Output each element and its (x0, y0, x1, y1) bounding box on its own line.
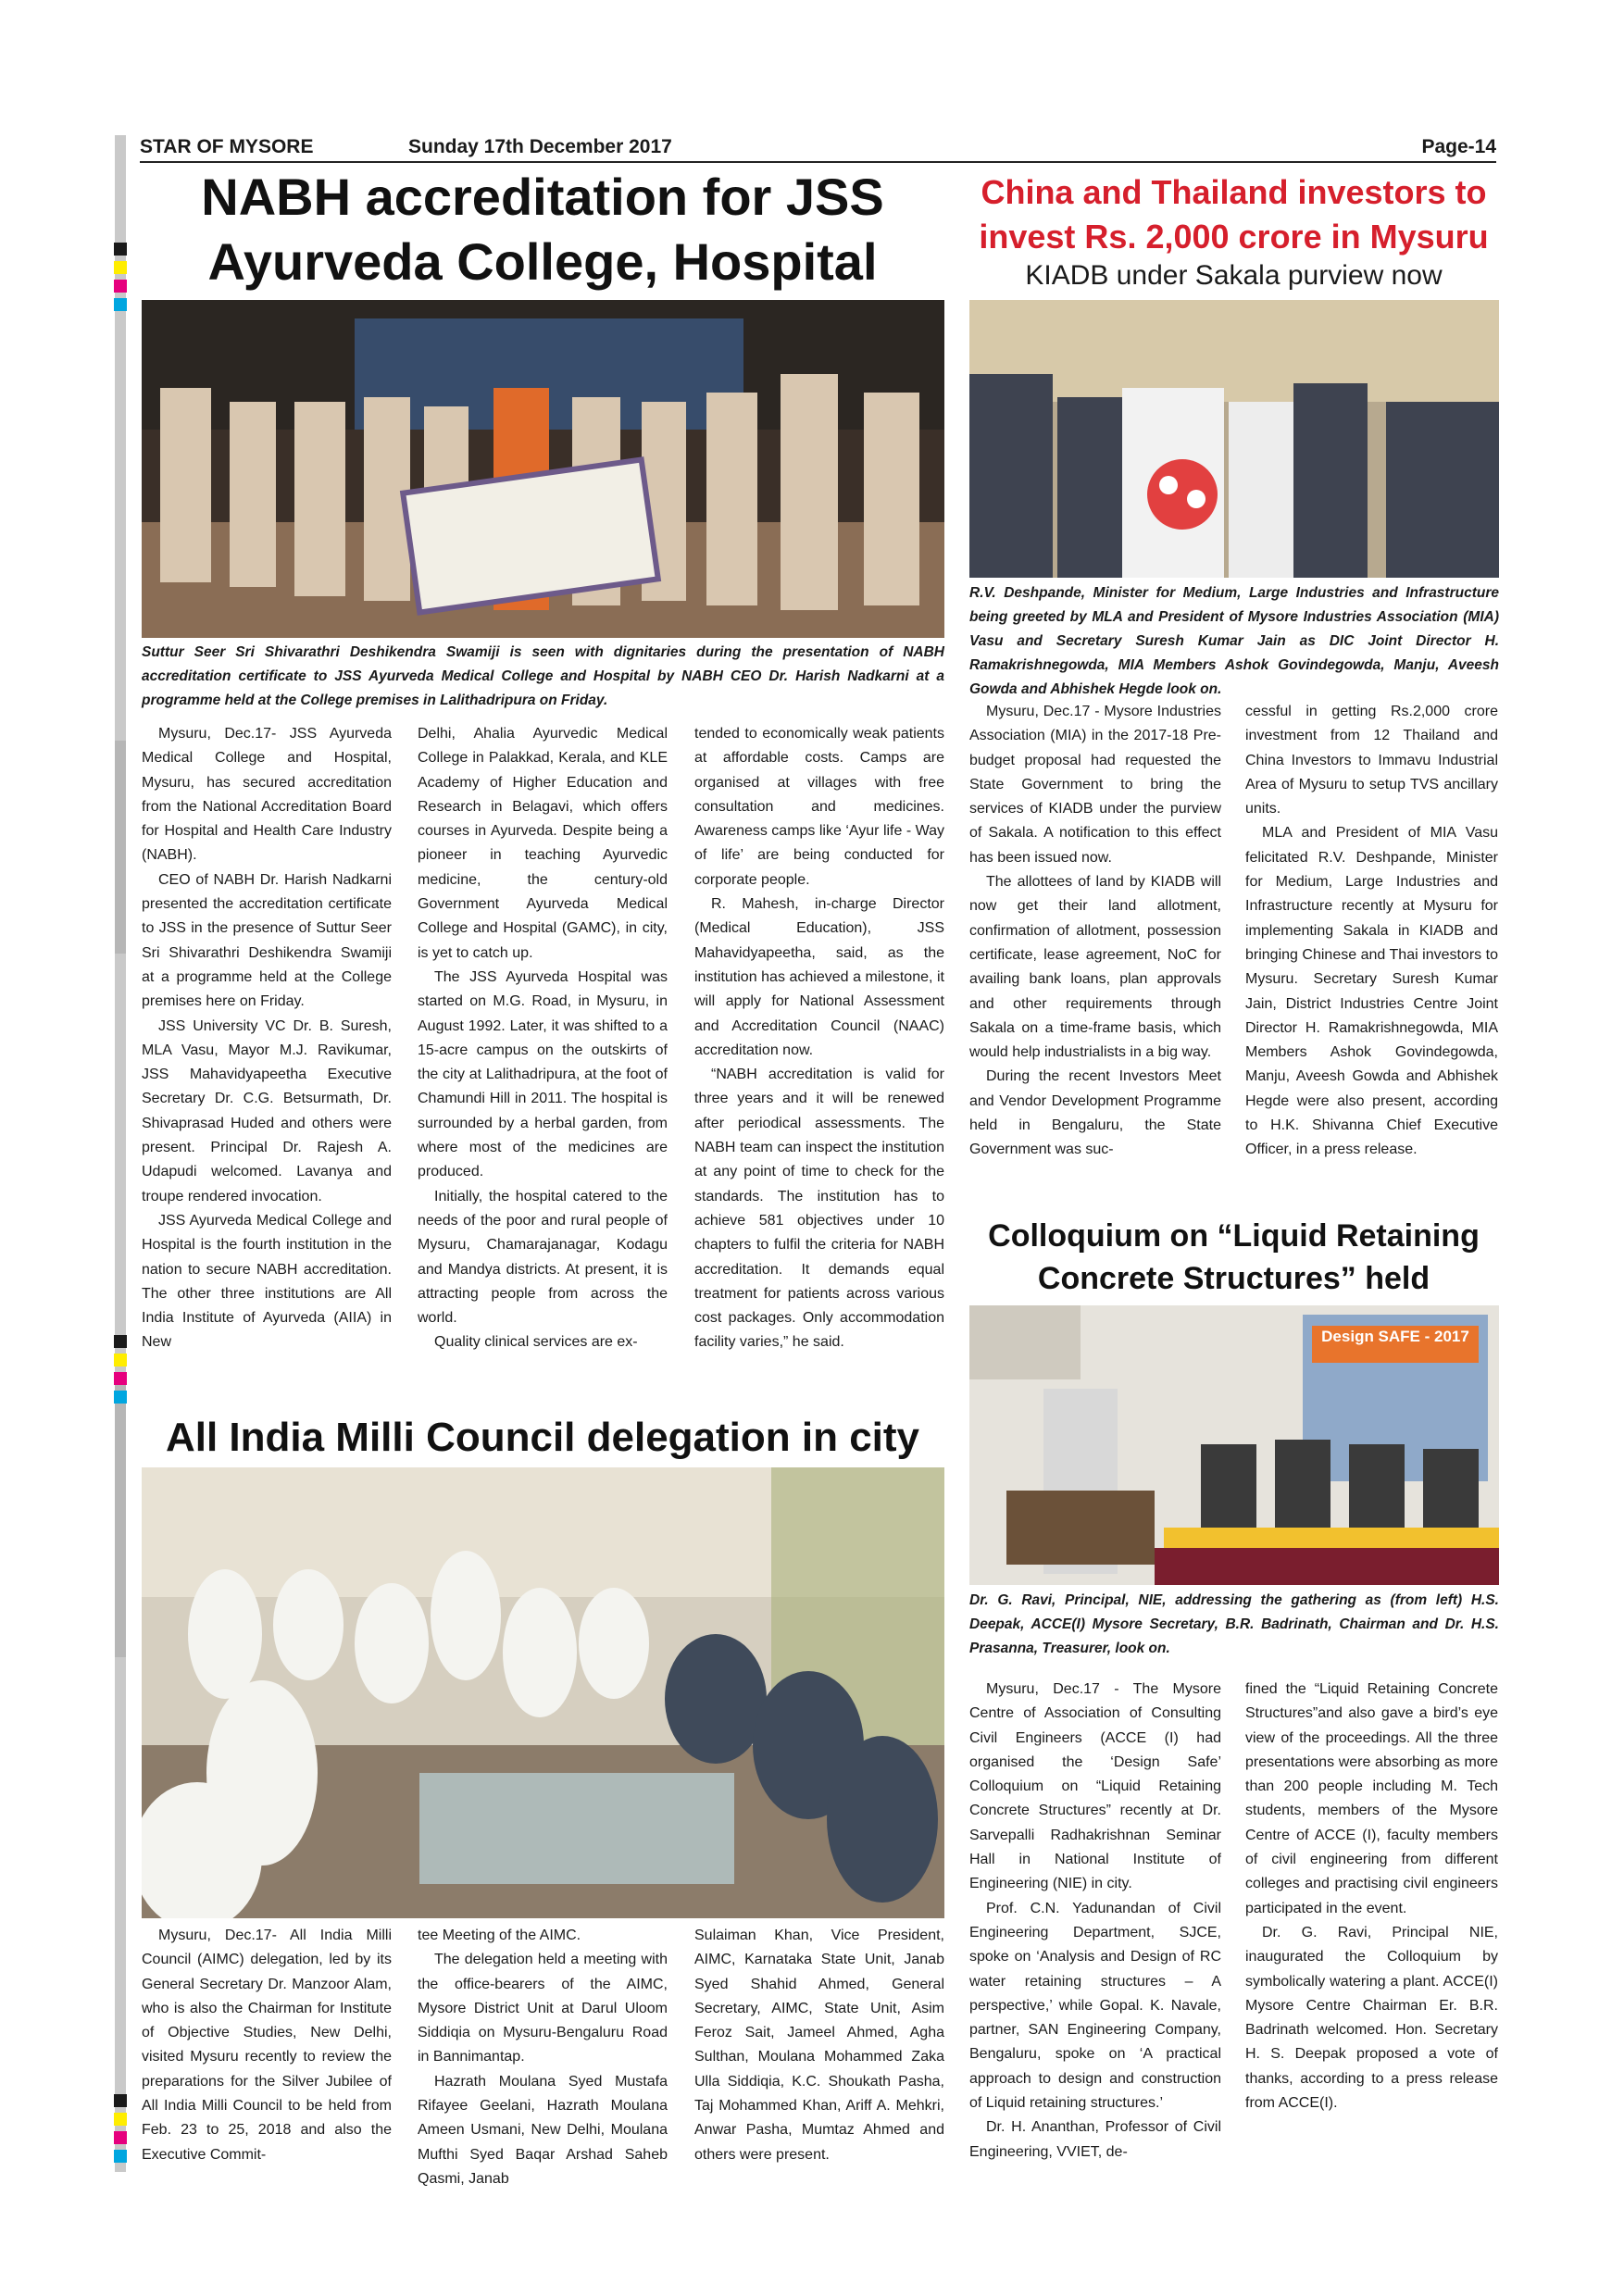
issue-date: Sunday 17th December 2017 (408, 136, 672, 157)
milli-col2-para: The delegation held a meeting with the office-bearers of the AIMC, Mysore District Unit at Darul Uloom Siddiqia on Mysuru-Bengaluru Road in Bannimantap. (418, 1952, 668, 2065)
nabh-col2-para: Delhi, Ahalia Ayurvedic Medical College in Palakkad, Kerala, and KLE Academy of Higher Education and Research in Belagavi, which offers courses in Ayurveda. Despite being a pioneer in teaching Ayurvedic medicine, the century-old Government Ayurveda Medical College and Hospital (GAMC), in city, is yet to catch up. (418, 726, 668, 961)
milli-column-3 (694, 1924, 944, 2167)
nabh-col1-para: JSS University VC Dr. B. Suresh, MLA Vasu, Mayor M.J. Ravikumar, JSS Mahavidyapeetha Executive Secretary Dr. C.G. Betsurmath, Dr. Shivaprasad Huded and others were present. Principal Dr. Rajesh A. Udapudi welcomed. Lavanya and troupe rendered invocation. (142, 1017, 392, 1204)
nabh-col2-para: Initially, the hospital catered to the needs of the poor and rural people of Mysuru, Chamarajanagar, Kodagu and Mandya districts. At present, it is attracting people from across the world. (418, 1188, 668, 1327)
nabh-col2-para: The JSS Ayurveda Hospital was started on M.G. Road, in Mysuru, in August 1992. Later, it was shifted to a 15-acre campus on the outskirts of the city at Lalithadripura, at the foot of Chamundi Hill in 2011. The hospital is surrounded by a herbal garden, from where most of the medicines are produced. (418, 968, 668, 1180)
milli-col3-para: Sulaiman Khan, Vice President, AIMC, Karnataka State Unit, Janab Syed Shahid Ahmed, General Secretary, AIMC, State Unit, Asim Feroz Sait, Jameel Ahmed, Agha Sulthan, Moulana Mohammed Zaka Ulla Siddiqia, K.C. Shoukath Pasha, Taj Mohammed Khan, Ariff A. Mehkri, Anwar Pasha, Mumtaz Ahmed and others were present. (694, 1928, 944, 2163)
milli-photo (142, 1467, 944, 1918)
reg-yellow-swatch (114, 2113, 127, 2126)
milli-photo-illustration (142, 1467, 944, 1918)
china-headline-line2: invest Rs. 2,000 crore in Mysuru (979, 218, 1489, 256)
reg-cyan-swatch (114, 298, 127, 311)
registration-marks-bottom (114, 2094, 127, 2163)
china-col1-para: The allottees of land by KIADB will now get their land allotment, confirmation of allotment, possession certificate, lease agreement, NoC for availing bank loans, plan approvals and other requirements through Sakala on a time-frame basis, which would help industrialists in a big way. (969, 874, 1221, 1061)
masthead (140, 135, 1496, 163)
nabh-headline-line2: Ayurveda College, Hospital (207, 232, 878, 291)
china-column-1 (969, 700, 1221, 1163)
china-column-2 (1245, 700, 1498, 1163)
registration-marks-mid (114, 1335, 127, 1404)
nabh-column-3 (694, 722, 944, 1355)
nabh-col1-para: CEO of NABH Dr. Harish Nadkarni presented the accreditation certificate to JSS in the presence of Suttur Seer Sri Shivarathri Deshikendra Swamiji at a programme held at the College premises here on Friday. (142, 871, 392, 1010)
nabh-headline (140, 165, 945, 294)
nabh-photo (142, 300, 944, 638)
colloquium-photo-illustration (969, 1305, 1499, 1585)
colloquium-column-1 (969, 1678, 1221, 2165)
nabh-col3-para: “NABH accreditation is valid for three years and it will be renewed after periodical assessments. The NABH team can inspect the institution at any point of time to check for the standards. The institution has to achieve 581 objectives under 10 chapters to fulfil the criteria for NABH accreditation. It demands equal treatment for patients across various cost packages. Only accommodation facility varies,” he said. (694, 1067, 944, 1351)
publication-name: STAR OF MYSORE (140, 136, 314, 157)
reg-yellow-swatch (114, 1354, 127, 1366)
china-col1-para: During the recent Investors Meet and Vendor Development Programme held in Bengaluru, the State Government was suc- (969, 1068, 1221, 1158)
colloquium-col2-para: Dr. G. Ravi, Principal NIE, inaugurated the Colloquium by symbolically watering a plant. ACCE(I) Mysore Centre Chairman Er. B.R. Badrinath welcomed. Hon. Secretary H. S. Deepak proposed a vote of thanks, according to a press release from ACCE(I). (1245, 1924, 1498, 2112)
china-headline (968, 170, 1500, 259)
colloquium-headline (968, 1215, 1500, 1300)
milli-column-1 (142, 1924, 392, 2167)
china-headline-line1: China and Thailand investors to (981, 173, 1487, 211)
china-photo-illustration (969, 300, 1499, 578)
milli-column-2 (418, 1924, 668, 2191)
nabh-col3-para: tended to economically weak patients at affordable costs. Camps are organised at villages with free consultation and medicines. Awareness camps like ‘Ayur life - Way of life’ are being conducted for corporate people. (694, 726, 945, 888)
registration-marks-top (114, 243, 127, 311)
colloquium-col1-para: Dr. H. Ananthan, Professor of Civil Engineering, VVIET, de- (969, 2119, 1221, 2160)
nabh-photo-illustration (142, 300, 944, 638)
page-number: Page-14 (1421, 136, 1496, 157)
reg-cyan-swatch (114, 1391, 127, 1404)
colloquium-headline-line1: Colloquium on “Liquid Retaining (988, 1218, 1480, 1254)
colloquium-col2-para: fined the “Liquid Retaining Concrete Structures”and also gave a bird’s eye view of the proceedings. All the three presentations were absorbing as more than 200 people including M. Tech students, members of the Mysore Centre of ACCE (I), faculty members of civil engineering from different colleges and practising civil engineers participated in the event. (1245, 1681, 1498, 1916)
margin-strip (115, 135, 126, 2172)
colloquium-photo (969, 1305, 1499, 1585)
colloquium-headline-line2: Concrete Structures” held (1037, 1261, 1430, 1296)
reg-cyan-swatch (114, 2150, 127, 2163)
nabh-col2-para: Quality clinical services are ex- (434, 1334, 638, 1351)
colloquium-column-2 (1245, 1678, 1498, 2115)
milli-col2-para: tee Meeting of the AIMC. (418, 1928, 581, 1943)
nabh-column-2 (418, 722, 668, 1355)
nabh-column-1 (142, 722, 392, 1355)
reg-black-swatch (114, 2094, 127, 2107)
margin-strip-block-1 (115, 741, 126, 954)
margin-strip-block-2 (115, 1379, 126, 1657)
china-subhead: KIADB under Sakala purview now (1025, 260, 1443, 291)
china-photo (969, 300, 1499, 578)
china-col2-para: MLA and President of MIA Vasu felicitated R.V. Deshpande, Minister for Medium, Large Industries and Infrastructure recently at Mysuru for implementing Sakala in KIADB and bringing Chinese and Thai investors to Mysuru. Secretary Suresh Kumar Jain, District Industries Centre Joint Director H. Ramakrishnegowda, MIA Members Ashok Govindegowda, Manju, Aveesh Gowda and Abhishek Hegde were also present, according to H.K. Shivanna Chief Executive Officer, in a press release. (1245, 825, 1498, 1158)
china-photo-caption: R.V. Deshpande, Minister for Medium, Large Industries and Infrastructure being greeted by MLA and President of Mysore Industries Association (MIA) Vasu and Secretary Suresh Kumar Jain as DIC Joint Director H. Ramakrishnegowda, MIA Members Ashok Govindegowda, Manju, Aveesh Gowda and Abhishek Hegde look on. (969, 585, 1499, 697)
milli-col2-para: Hazrath Moulana Syed Mustafa Rifayee Geelani, Hazrath Moulana Ameen Usmani, New Delhi, Moulana Mufthi Syed Baqar Arshad Saheb Qasmi, Janab (418, 2073, 668, 2187)
reg-magenta-swatch (114, 2131, 127, 2144)
reg-black-swatch (114, 1335, 127, 1348)
milli-headline: All India Milli Council delegation in city (165, 1415, 920, 1460)
china-col2-para: cessful in getting Rs.2,000 crore investment from 12 Thailand and China Investors to Immavu Industrial Area of Mysuru to setup TVS ancillary units. (1245, 704, 1498, 817)
nabh-headline-line1: NABH accreditation for JSS (201, 168, 884, 226)
colloquium-col1-para: Prof. C.N. Yadunandan of Civil Engineering Department, SJCE, spoke on ‘Analysis and Design of RC water retaining structures – A perspective,’ while Gopal. K. Navale, partner, SAN Engineering Company, Bengaluru, spoke on ‘A practical approach to design and construction of Liquid retaining structures.’ (969, 1900, 1221, 2112)
milli-col1-para: Mysuru, Dec.17- All India Milli Council (AIMC) delegation, led by its General Secretary Dr. Manzoor Alam, who is also the Chairman for Institute of Objective Studies, New Delhi, visited Mysuru recently to review the preparations for the Silver Jubilee of All India Milli Council to be held from Feb. 23 to 25, 2018 and also the Executive Commit- (142, 1928, 392, 2163)
reg-yellow-swatch (114, 261, 127, 274)
nabh-col3-para: R. Mahesh, in-charge Director (Medical Education), JSS Mahavidyapeetha, said, as the institution has achieved a milestone, it will apply for National Assessment and Accreditation Council (NAAC) accreditation now. (694, 896, 944, 1058)
colloquium-photo-caption: Dr. G. Ravi, Principal, NIE, addressing the gathering as (from left) H.S. Deepak, ACCE(I) Mysore Secretary, B.R. Badrinath, Chairman and Dr. H.S. Prasanna, Treasurer, look on. (969, 1592, 1499, 1656)
china-col1-para: Mysuru, Dec.17 - Mysore Industries Association (MIA) in the 2017-18 Pre-budget proposal had requested the State Government to bring the services of KIADB under the purview of Sakala. A notification to this effect has been issued now. (969, 704, 1221, 866)
colloquium-col1-para: Mysuru, Dec.17 - The Mysore Centre of Association of Consulting Civil Engineers (ACCE (I) had organised the ‘Design Safe’ Colloquium on “Liquid Retaining Concrete Structures” recently at Dr. Sarvepalli Radhakrishnan Seminar Hall in National Institute of Engineering (NIE) in city. (969, 1681, 1221, 1892)
reg-magenta-swatch (114, 1372, 127, 1385)
nabh-photo-caption: Suttur Seer Sri Shivarathri Deshikendra Swamiji is seen with dignitaries during the presentation of NABH accreditation certificate to JSS Ayurveda Medical College and Hospital by NABH CEO Dr. Harish Nadkarni at a programme held at the College premises in Lalithadripura on Friday. (142, 644, 944, 708)
nabh-col1-para: JSS Ayurveda Medical College and Hospital is the fourth institution in the nation to secure NABH accreditation. The other three institutions are All India Institute of Ayurveda (AIIA) in New (142, 1212, 392, 1351)
nabh-col1-para: Mysuru, Dec.17- JSS Ayurveda Medical College and Hospital, Mysuru, has secured accreditation from the National Accreditation Board for Hospital and Health Care Industry (NABH). (142, 726, 392, 864)
reg-magenta-swatch (114, 280, 127, 293)
reg-black-swatch (114, 243, 127, 256)
colloquium-photo-banner: Design SAFE - 2017 (1321, 1328, 1469, 1345)
